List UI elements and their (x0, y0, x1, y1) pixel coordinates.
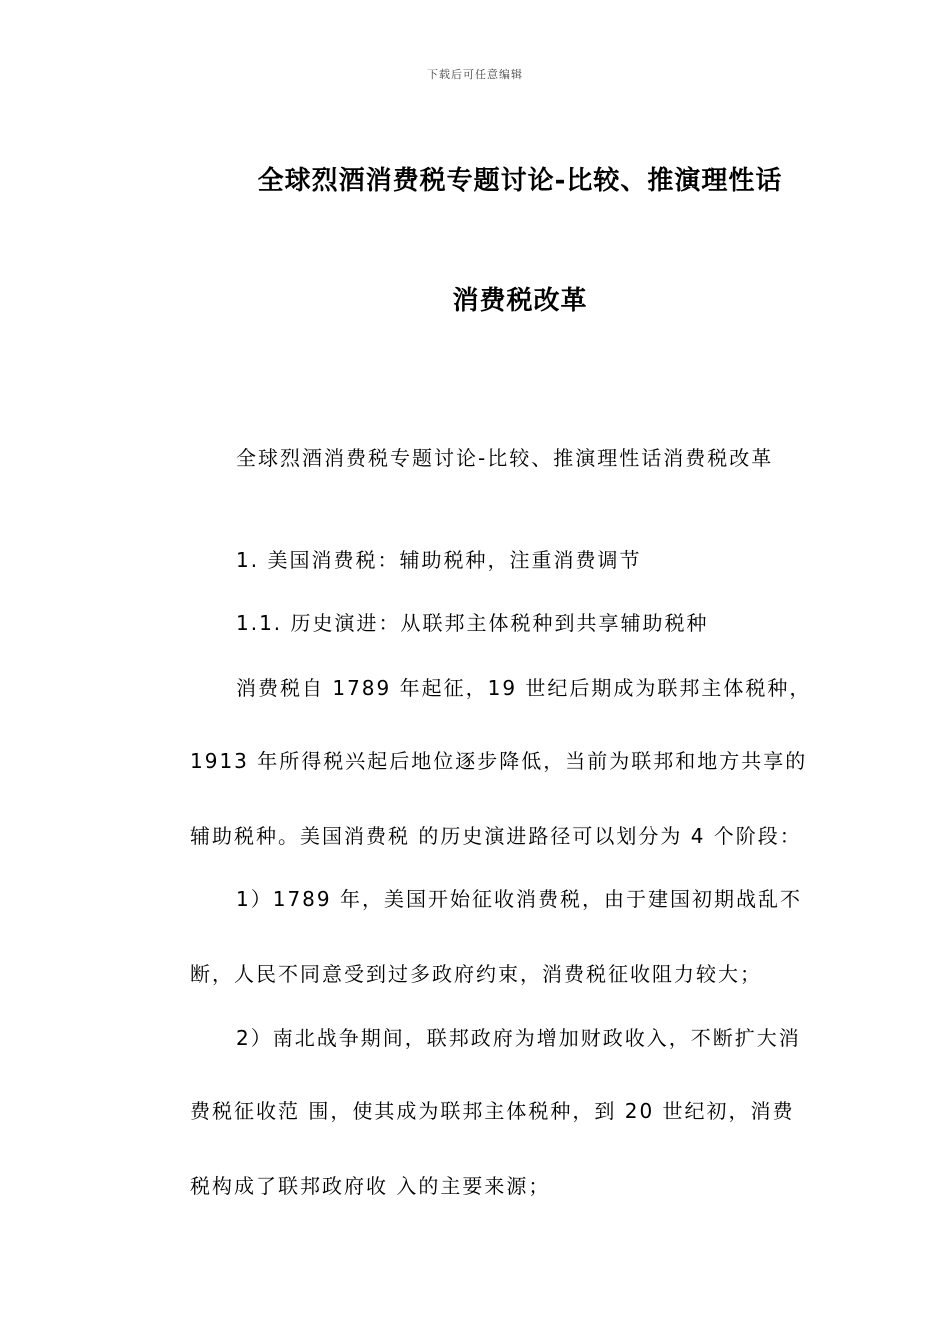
section-heading-1: 1. 美国消费税：辅助税种，注重消费调节 (236, 548, 642, 572)
section-heading-1-1: 1.1. 历史演进：从联邦主体税种到共享辅助税种 (236, 611, 709, 635)
paragraph-line: 1913 年所得税兴起后地位逐步降低，当前为联邦和地方共享的 (190, 749, 808, 773)
paragraph-line: 辅助税种。美国消费税 的历史演进路径可以划分为 4 个阶段： (190, 824, 802, 848)
list-item-line: 税构成了联邦政府收 入的主要来源； (190, 1174, 551, 1198)
document-title-line-1: 全球烈酒消费税专题讨论-比较、推演理性话 (257, 166, 783, 196)
page-header-note: 下载后可任意编辑 (427, 68, 523, 81)
list-item-line: 2）南北战争期间，联邦政府为增加财政收入，不断扩大消 (236, 1026, 801, 1050)
list-item-line: 断，人民不同意受到过多政府约束，消费税征收阻力较大； (190, 962, 762, 986)
paragraph-line: 消费税自 1789 年起征，19 世纪后期成为联邦主体税种， (236, 676, 812, 700)
list-item-line: 费税征收范 围，使其成为联邦主体税种，到 20 世纪初，消费 (190, 1099, 795, 1123)
subtitle-paragraph: 全球烈酒消费税专题讨论-比较、推演理性话消费税改革 (236, 446, 774, 470)
document-title-line-2: 消费税改革 (452, 286, 588, 316)
list-item-line: 1）1789 年，美国开始征收消费税，由于建国初期战乱不 (236, 887, 802, 911)
